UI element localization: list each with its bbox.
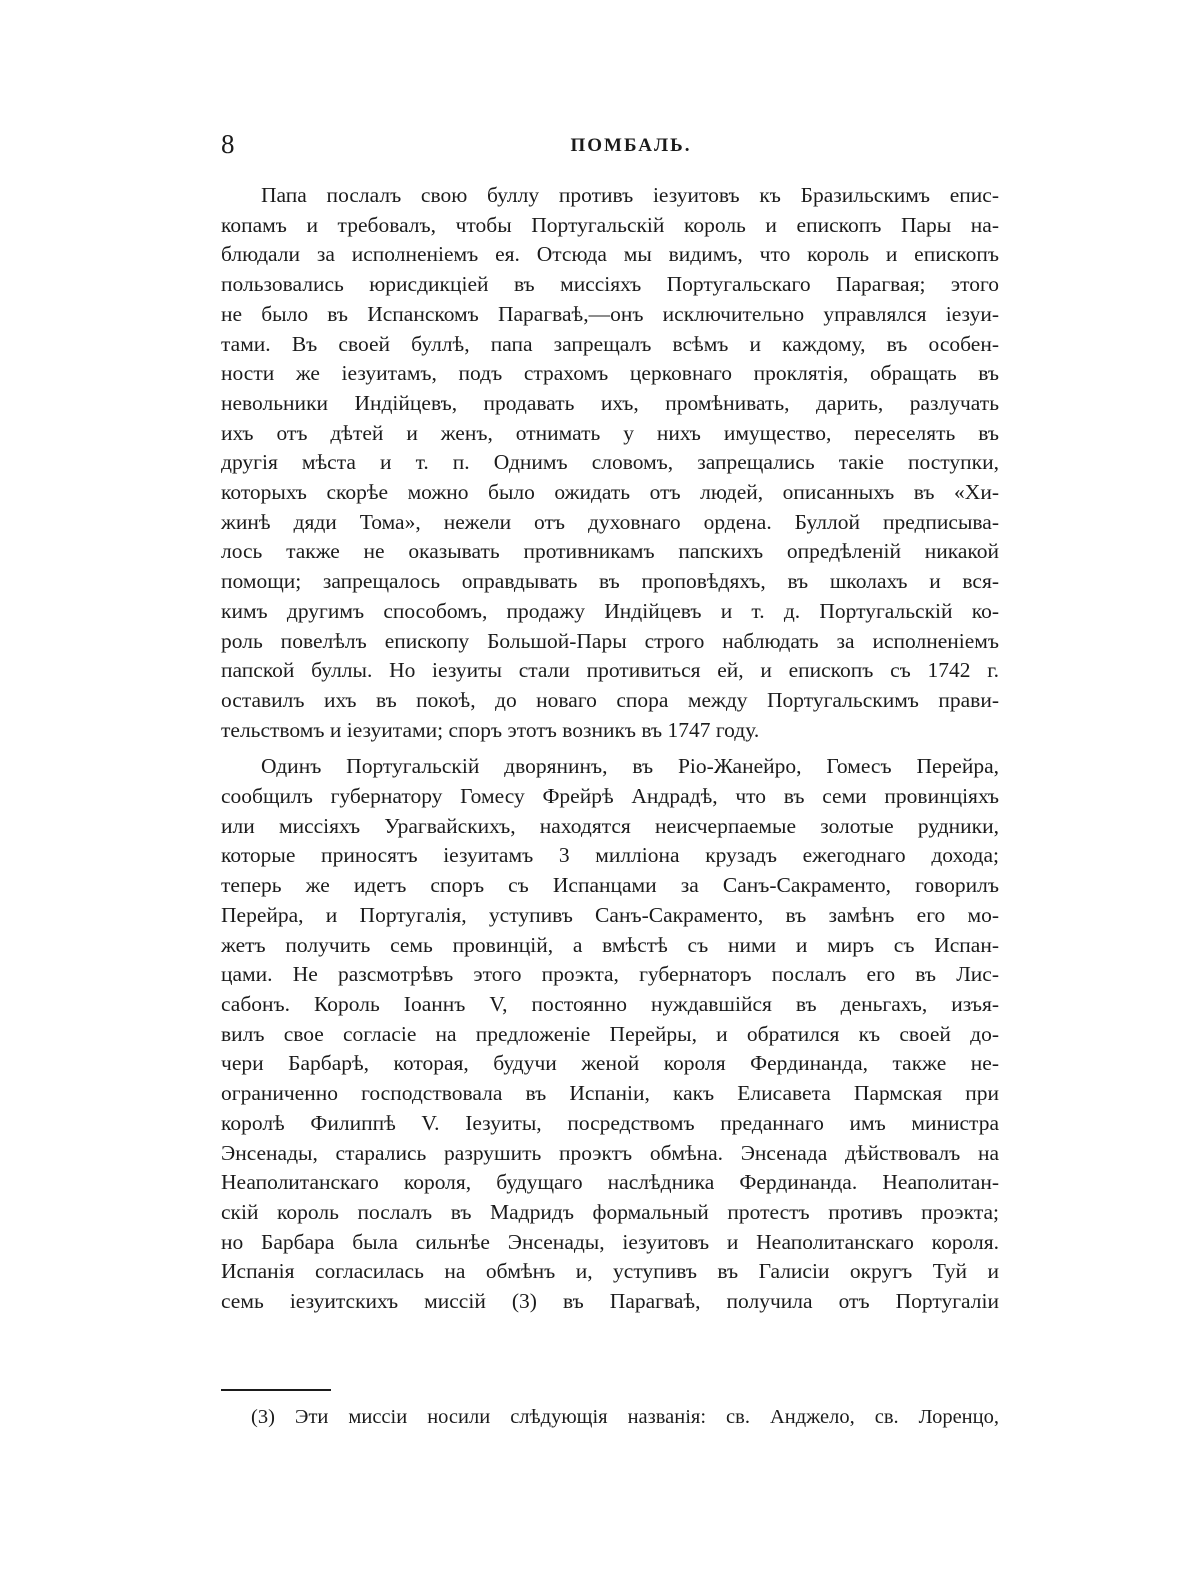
footnote: (3) Эти миссіи носили слѣдующія названія: св. Анджело, св. Лоренцо, xyxy=(251,1406,999,1428)
text-line: вилъ свое согласіе на предложеніе Перейры, и обратился къ своей до- xyxy=(221,1021,999,1046)
body-text xyxy=(221,181,999,1317)
text-line: Папа послалъ свою буллу противъ іезуитовъ къ Бразильскимъ епис- xyxy=(261,183,999,207)
text-line: скій король послалъ въ Мадридъ формальный протестъ противъ проэкта; xyxy=(221,1199,999,1224)
text-line: пользовались юрисдикціей въ миссіяхъ Португальскаго Парагвая; этого xyxy=(221,272,999,297)
page-number: 8 xyxy=(221,129,235,159)
text-line: ности же іезуитамъ, подъ страхомъ церковнаго проклятія, обращать въ xyxy=(221,361,999,386)
text-line: королѣ Филиппѣ V. Іезуиты, посредствомъ преданнаго имъ министра xyxy=(221,1110,999,1135)
text-line: Энсенады, старались разрушить проэктъ обмѣна. Энсенада дѣйствовалъ на xyxy=(221,1140,999,1165)
text-line: кимъ другимъ способомъ, продажу Индійцевъ и т. д. Португальскій ко- xyxy=(221,598,999,623)
text-line: жинѣ дяди Тома», нежели отъ духовнаго ордена. Буллой предписыва- xyxy=(221,509,999,534)
text-line: ограниченно господствовала въ Испаніи, какъ Елисавета Пармская при xyxy=(221,1081,999,1106)
text-line: Неаполитанскаго короля, будущаго наслѣдника Фердинанда. Неаполитан- xyxy=(221,1170,999,1195)
text-line: невольники Индійцевъ, продавать ихъ, промѣнивать, дарить, разлучать xyxy=(221,390,999,415)
text-line: помощи; запрещалось оправдывать въ проповѣдяхъ, въ школахъ и вся- xyxy=(221,569,999,594)
text-line: цами. Не разсмотрѣвъ этого проэкта, губернаторъ послалъ его въ Лис- xyxy=(221,962,999,987)
text-line: чери Барбарѣ, которая, будучи женой короля Фердинанда, также не- xyxy=(221,1051,999,1076)
paragraph xyxy=(221,181,999,745)
footnote-rule xyxy=(221,1389,331,1391)
text-line: которые приносятъ іезуитамъ 3 милліона крузадъ ежегоднаго дохода; xyxy=(221,843,999,868)
text-line: папской буллы. Но іезуиты стали противиться ей, и епископъ съ 1742 г. xyxy=(221,658,999,683)
text-line: семь іезуитскихъ миссій (3) въ Парагваѣ, получила отъ Португаліи xyxy=(221,1289,999,1314)
text-line: Перейра, и Португалія, уступивъ Санъ-Сакраменто, въ замѣнъ его мо- xyxy=(221,902,999,927)
text-line: другія мѣста и т. п. Однимъ словомъ, запрещались такіе поступки, xyxy=(221,450,999,475)
text-line: тельствомъ и іезуитами; споръ этотъ возникъ въ 1747 году. xyxy=(221,717,760,742)
text-line: жетъ получить семь провинцій, а вмѣстѣ съ ними и миръ съ Испан- xyxy=(221,932,999,957)
text-line: или миссіяхъ Урагвайскихъ, находятся неисчерпаемые золотые рудники, xyxy=(221,813,999,838)
text-line: не было въ Испанскомъ Парагваѣ,—онъ исключительно управлялся іезуи- xyxy=(221,301,999,326)
text-line: но Барбара была сильнѣе Энсенады, іезуитовъ и Неаполитанскаго короля. xyxy=(221,1229,999,1254)
text-line: ихъ отъ дѣтей и женъ, отнимать у нихъ имущество, переселять въ xyxy=(221,420,999,445)
paragraph xyxy=(221,752,999,1316)
text-line: оставилъ ихъ въ покоѣ, до новаго спора между Португальскимъ прави- xyxy=(221,687,999,712)
text-line: блюдали за исполненіемъ ея. Отсюда мы видимъ, что король и епископъ xyxy=(221,242,999,267)
page-header xyxy=(221,128,999,164)
text-line: тами. Въ своей буллѣ, папа запрещалъ всѣмъ и каждому, въ особен- xyxy=(221,331,999,356)
text-line: копамъ и требовалъ, чтобы Португальскій король и епископъ Пары на- xyxy=(221,212,999,237)
text-line: роль повелѣлъ епископу Большой-Пары строго наблюдать за исполненіемъ xyxy=(221,628,999,653)
text-line: Одинъ Португальскій дворянинъ, въ Ріо-Жанейро, Гомесъ Перейра, xyxy=(261,754,999,779)
text-line: теперь же идетъ споръ съ Испанцами за Санъ-Сакраменто, говорилъ xyxy=(221,873,999,898)
text-line: которыхъ скорѣе можно было ожидать отъ людей, описанныхъ въ «Хи- xyxy=(221,480,999,505)
text-line: сабонъ. Король Іоаннъ V, постоянно нуждавшійся въ деньгахъ, изъя- xyxy=(221,991,999,1016)
text-line: Испанія согласилась на обмѣнъ и, уступивъ въ Галисіи округъ Туй и xyxy=(221,1259,999,1284)
text-line: сообщилъ губернатору Гомесу Фрейрѣ Андрадѣ, что въ семи провинціяхъ xyxy=(221,784,999,809)
running-title: ПОМБАЛЬ. xyxy=(570,135,692,156)
text-line: лось также не оказывать противникамъ папскихъ опредѣленій никакой xyxy=(221,539,999,564)
